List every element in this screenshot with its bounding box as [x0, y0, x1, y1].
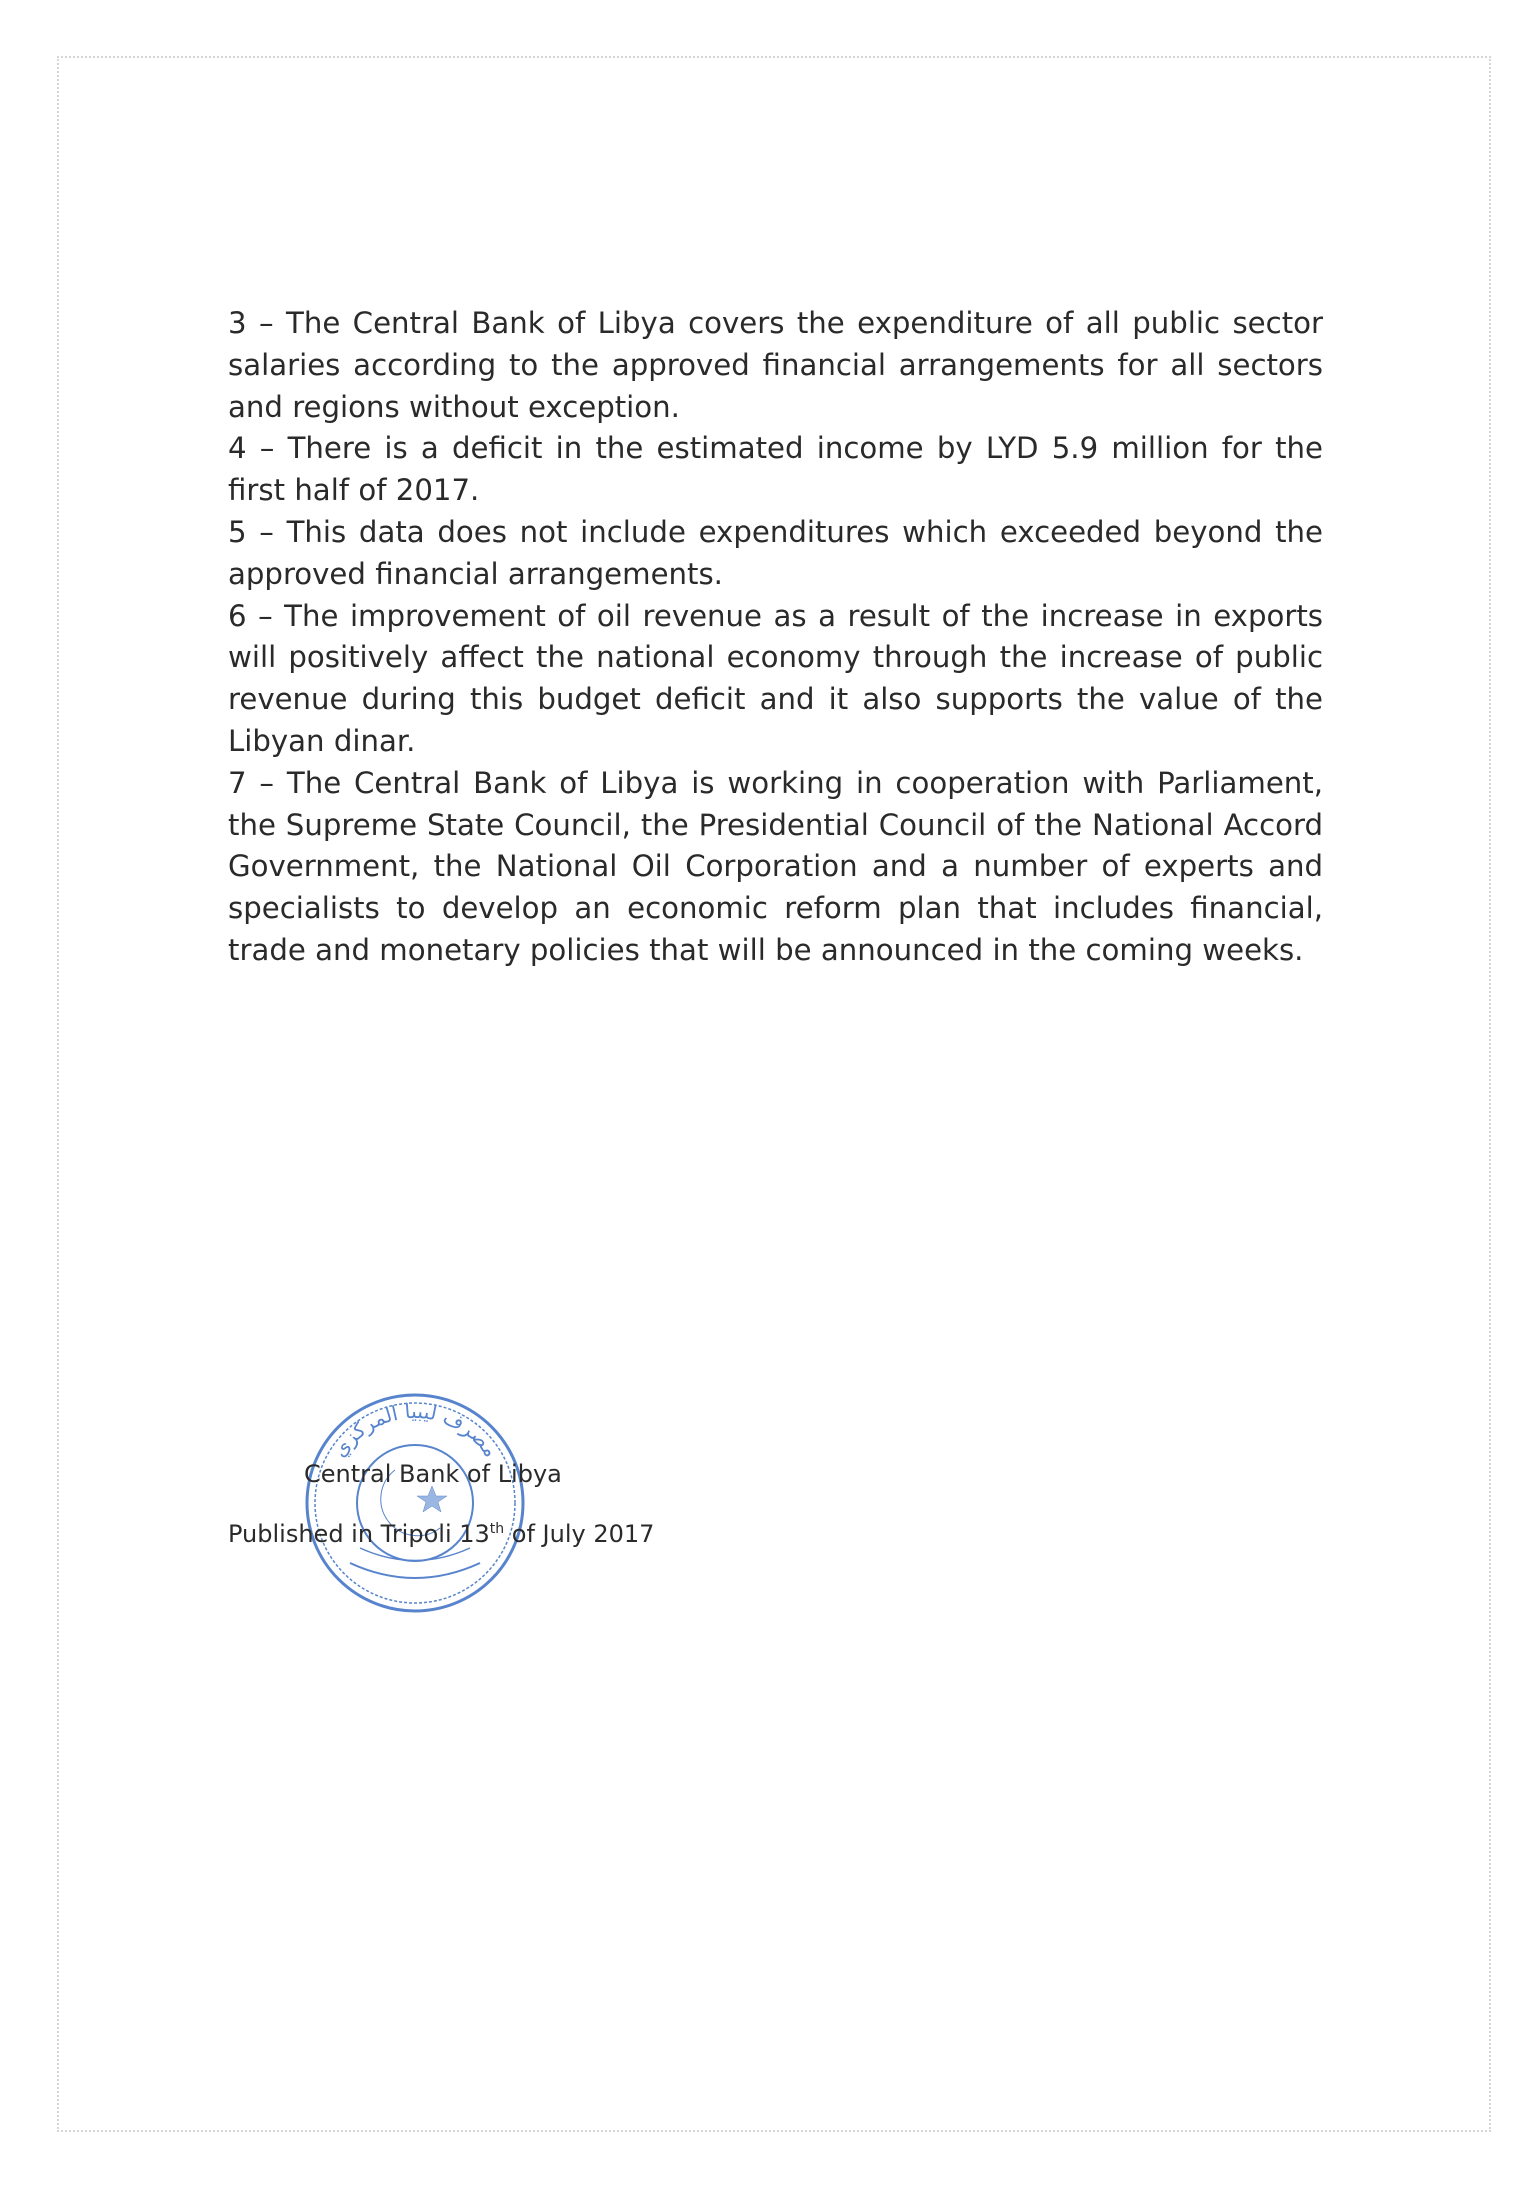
paragraph-4: 4 – There is a deficit in the estimated income by LYD 5.9 million for the first half of 2017. — [228, 431, 1323, 508]
issuer-name: Central Bank of Libya — [304, 1460, 562, 1488]
paragraph-5: 5 – This data does not include expenditures which exceeded beyond the approved financial arrangements. — [228, 514, 1323, 591]
document-body — [228, 303, 1323, 972]
paragraph-3: 3 – The Central Bank of Libya covers the expenditure of all public sector salaries according to the approved financial arrangements for all sectors and regions without exception. — [228, 306, 1323, 424]
paragraph-7: 7 – The Central Bank of Libya is working in cooperation with Parliament, the Supreme State Council, the Presidential Council of the National Accord Government, the National Oil Corporation and a number of experts and specialists to develop an economic reform plan that includes financial, trade and monetary policies that will be announced in the coming weeks. — [228, 765, 1323, 967]
publication-date: of July 2017 — [504, 1520, 655, 1548]
publication-prefix: Published in Tripoli 13 — [228, 1520, 490, 1548]
stamp-arabic-text: مصرف ليبيا المركزي — [326, 1398, 504, 1462]
official-stamp-seal — [300, 1388, 530, 1618]
paragraph-6: 6 – The improvement of oil revenue as a result of the increase in exports will positively affect the national economy through the increase of public revenue during this budget deficit and it also supports the value of the Libyan dinar. — [228, 598, 1323, 758]
publication-line — [228, 1520, 654, 1548]
publication-ordinal-suffix: th — [489, 1521, 505, 1537]
